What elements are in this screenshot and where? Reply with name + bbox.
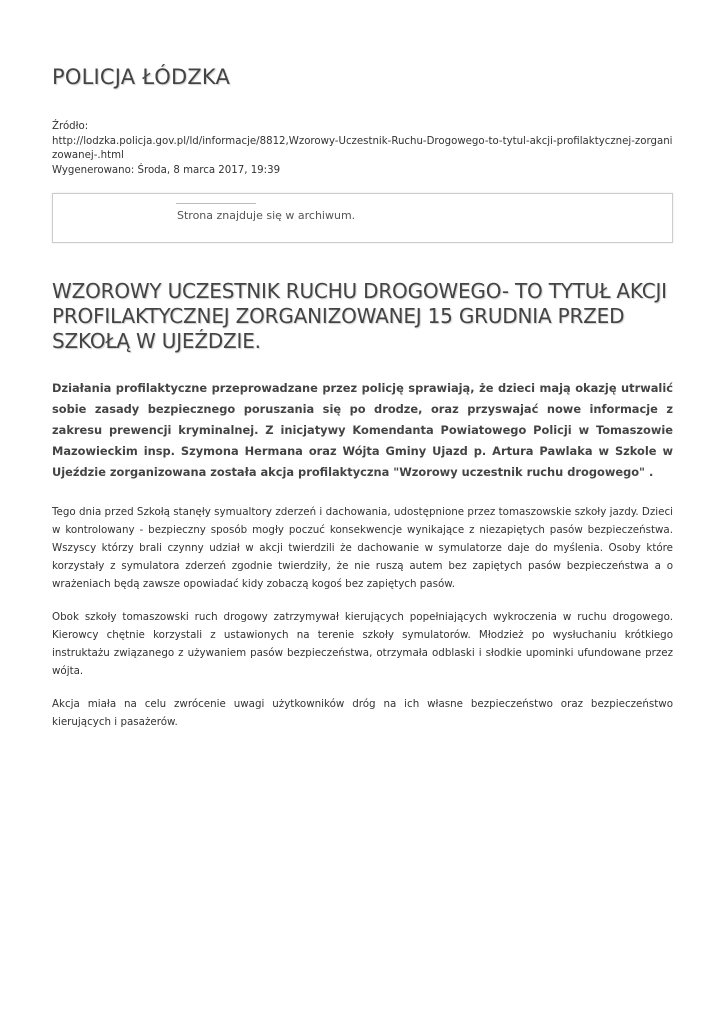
archive-notice: Strona znajduje się w archiwum.	[177, 209, 356, 222]
article-lead: Działania profilaktyczne przeprowadzane przez policję sprawiają, że dzieci mają okazję utrwalić sobie zasady bezpiecznego poruszania się po drodze, oraz przyswajać nowe informacje z zakresu prewencji kryminalnej. Z inicjatywy Komendanta Powiatowego Policji w Tomaszowie Mazowieckim insp. Szymona Hermana oraz Wójta Gminy Ujazd p. Artura Pawlaka w Szkole w Ujeździe zorganizowana została akcja profilaktyczna "Wzorowy uczestnik ruchu drogowego" .	[52, 381, 673, 479]
article-paragraph: Tego dnia przed Szkołą stanęły symualtory zderzeń i dachowania, udostępnione przez tomaszowskie szkoły jazdy. Dzieci w kontrolowany - bezpieczny sposób mogły poczuć konsekwencje wynikające z niezapiętych pasów bezpieczeństwa. Wszyscy którzy brali czynny udział w akcji twierdzili że dachowanie w symulatorze daje do myślenia. Osoby które korzystały z symulatora zderzeń zgodnie twierdziły, że nie ruszą autem bez zapiętych pasów bezpieczeństwa a o wrażeniach będą zawsze opowiadać kidy zobaczą kogoś bez zapiętych pasów.	[52, 506, 673, 590]
article-title: WZOROWY UCZESTNIK RUCHU DROGOWEGO- TO TYTUŁ AKCJI PROFILAKTYCZNEJ ZORGANIZOWANEJ 15 GRUDNIA PRZED SZKOŁĄ W UJEŹDZIE.	[52, 279, 667, 353]
archive-notice-box	[52, 193, 673, 243]
source-url: http://lodzka.policja.gov.pl/ld/informacje/8812,Wzorowy-Uczestnik-Ruchu-Drogowego-to-tytul-akcji-profilaktycznej-zorganizowanej-.html	[52, 135, 673, 161]
article-paragraph: Akcja miała na celu zwrócenie uwagi użytkowników dróg na ich własne bezpieczeństwo oraz bezpieczeństwo kierujących i pasażerów.	[52, 698, 673, 728]
document-page	[52, 62, 673, 731]
archive-divider	[176, 203, 256, 204]
source-meta	[52, 120, 673, 178]
site-title: POLICJA ŁÓDZKA	[52, 65, 231, 89]
generated-date: Wygenerowano: Środa, 8 marca 2017, 19:39	[52, 164, 281, 176]
article-paragraph: Obok szkoły tomaszowski ruch drogowy zatrzymywał kierujących popełniających wykroczenia w ruchu drogowego. Kierowcy chętnie korzystali z ustawionych na terenie szkoły symulatorów. Młodzież po wysłuchaniu krótkiego instruktażu związanego z używaniem pasów bezpieczeństwa, otrzymała odblaski i słodkie upominki ufundowane przez wójta.	[52, 611, 673, 677]
source-label: Źródło:	[52, 121, 89, 132]
